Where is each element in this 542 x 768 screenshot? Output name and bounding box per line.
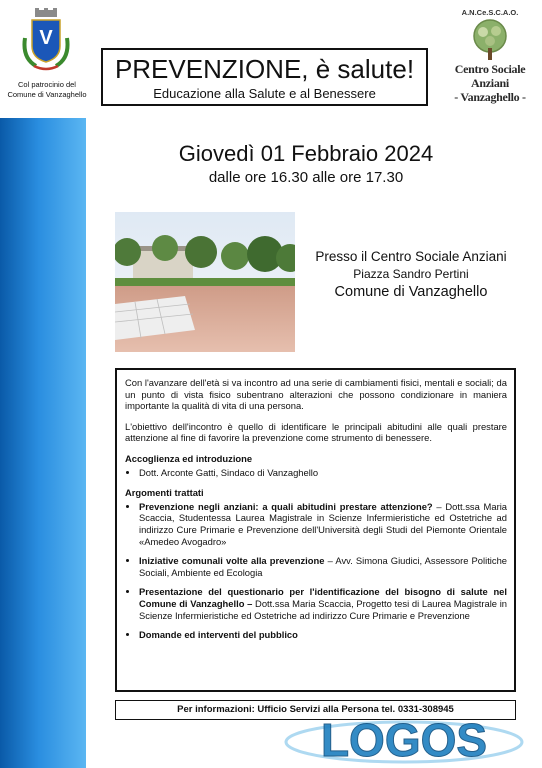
main-title: PREVENZIONE, è salute! bbox=[114, 54, 415, 84]
venue-address: Piazza Sandro Pertini bbox=[353, 267, 469, 281]
topic-item bbox=[139, 555, 507, 578]
centro-name bbox=[440, 62, 540, 104]
centro-name-line2: - Vanzaghello - bbox=[454, 90, 526, 104]
patronage-line1: Col patrocinio del bbox=[18, 80, 76, 89]
topic-title: Presentazione del questionario per l'identificazione del bisogno di salute nel Comune di Vanzaghello – bbox=[139, 586, 507, 609]
topic-detail: – Avv. Simona Giudici, Assessore Politiche Sociali, Ambiente ed Ecologia bbox=[139, 555, 507, 578]
welcome-heading: Accoglienza ed introduzione bbox=[125, 452, 253, 464]
program-box bbox=[115, 368, 516, 692]
venue-line1 bbox=[300, 248, 522, 266]
topic-title: Domande ed interventi del pubblico bbox=[139, 629, 298, 641]
tree-icon bbox=[470, 18, 510, 62]
patronage-text bbox=[0, 80, 94, 100]
venue-block bbox=[300, 248, 522, 302]
svg-text:V: V bbox=[39, 27, 53, 49]
ancescao-label: A.N.Ce.S.C.A.O. bbox=[461, 8, 519, 17]
centro-sociale-logo bbox=[440, 8, 540, 108]
blue-sidebar-stripe bbox=[0, 118, 86, 768]
topic-detail: – Dott.ssa Maria Scaccia, Studentessa Laurea Magistrale in Scienze Infermieristiche ed Ostetriche ad indirizzo Cure Primarie e Prevenzione dell'Università degli Studi del Piemonte Orientale «Amedeo Avogadro» bbox=[139, 500, 507, 547]
crest-icon bbox=[20, 8, 72, 78]
topics-list bbox=[125, 501, 507, 641]
venue-presso: Presso il bbox=[315, 249, 368, 264]
topic-item bbox=[139, 501, 507, 547]
event-date: Giovedì 01 Febbraio 2024 bbox=[178, 141, 434, 166]
logos-text: LOGOS bbox=[320, 714, 488, 766]
topic-title: Iniziative comunali volte alla prevenzione bbox=[139, 555, 325, 567]
venue-place: Centro Sociale Anziani bbox=[370, 249, 507, 264]
event-time: dalle ore 16.30 alle ore 17.30 bbox=[208, 169, 404, 186]
intro-paragraph-2: L'obiettivo dell'incontro è quello di identificare le principali abitudini alle quali prestare attenzione al fine di favorire la prevenzione come strumento di benessere. bbox=[125, 420, 507, 444]
venue-photo bbox=[115, 212, 295, 352]
patronage-line2: Comune di Vanzaghello bbox=[7, 90, 87, 99]
subtitle: Educazione alla Salute e al Benessere bbox=[153, 86, 376, 101]
logos-watermark bbox=[282, 714, 526, 766]
topic-detail: Dott.ssa Maria Scaccia, Progetto tesi di Laurea Magistrale in Scienze Infermieristiche ed Ostetriche ad indirizzo Cure Primarie e Prevenzione bbox=[139, 597, 507, 621]
topics-heading: Argomenti trattati bbox=[125, 487, 204, 499]
contact-info: Per informazioni: Ufficio Servizi alla Persona tel. 0331-308945 bbox=[115, 700, 516, 720]
intro-paragraph-1: Con l'avanzare dell'età si va incontro ad una serie di cambiamenti fisici, mentali e sociali; da un punto di vista fisico subentrano alterazioni che possono condizionare in maniera importante la qualità di vita di una persona. bbox=[125, 377, 507, 412]
topic-item bbox=[139, 629, 507, 641]
topic-item bbox=[139, 586, 507, 621]
welcome-list bbox=[125, 467, 507, 479]
venue-comune: Comune di Vanzaghello bbox=[334, 284, 488, 300]
welcome-item: • Dott. Arconte Gatti, Sindaco di Vanzaghello bbox=[139, 467, 507, 479]
title-box bbox=[101, 48, 428, 106]
centro-name-line1: Centro Sociale Anziani bbox=[454, 62, 526, 90]
topic-title: Prevenzione negli anziani: a quali abitudini prestare attenzione? bbox=[139, 500, 433, 512]
